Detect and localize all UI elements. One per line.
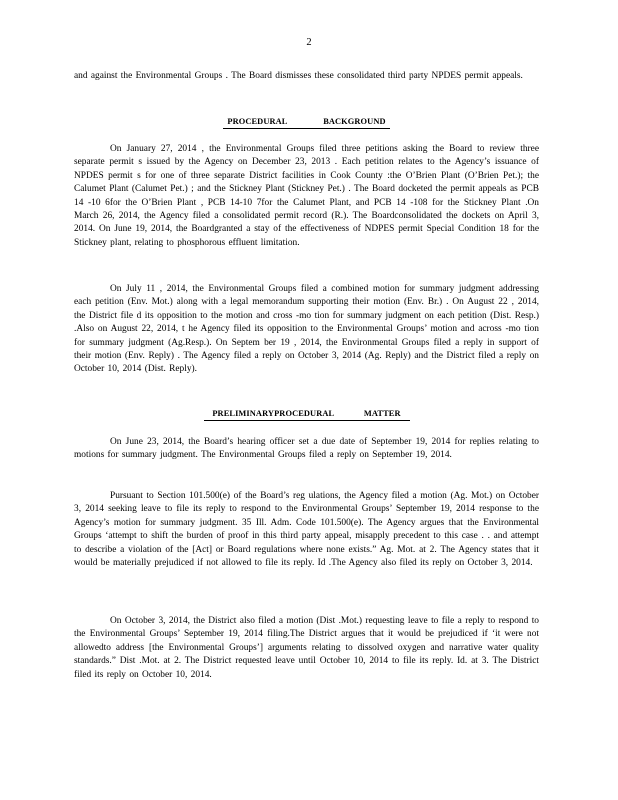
- paragraph-motions: [74, 283, 539, 377]
- paragraph-dismissal: [74, 70, 539, 83]
- paragraph-petitions: [74, 143, 539, 250]
- paragraph-text: On October 3, 2014, the District also filed a motion (Dist .Mot.) requesting leave to file a reply to respond to the Environmental Groups’ September 19, 2014 filing.The District argues that it would be prejudiced if ‘it were not allowedto address [the Environmental Groups’] arguments relating to dissolved oxygen and narrative water quality standards.” Dist .Mot. at 2. The District requested leave until October 10, 2014 to file its reply. Id. at 3. The District filed its reply on October 10, 2014.: [74, 616, 539, 680]
- paragraph-text: Pursuant to Section 101.500(e) of the Board’s reg ulations, the Agency filed a motion (Ag. Mot.) on October 3, 2014 seeking leave to file its reply to respond to the Environmental Groups’ September 19, 2014 response to the Agency’s motion for summary judgment. 35 Ill. Adm. Code 101.500(e). The Agency argues that the Environmental Groups ‘attempt to shift the burden of proof in this third party appeal, misapply precedent to this case . . and attempt to describe a violation of the [Act] or Board regulations where none exists.” Ag. Mot. at 2. The Agency states that it would be materially prejudiced if not allowed to file its reply. Id .The Agency also filed its reply on October 3, 2014.: [74, 491, 539, 569]
- heading-text: PRELIMINARYPROCEDURAL MATTER: [204, 407, 410, 421]
- heading-text: PROCEDURAL BACKGROUND: [223, 115, 389, 129]
- paragraph-district-motion: [74, 615, 539, 682]
- page-number: 2: [306, 37, 312, 48]
- paragraph-text: On June 23, 2014, the Board’s hearing officer set a due date of September 19, 2014 for replies relating to motions for summary judgment. The Environmental Groups filed a reply on September 19, 2014.: [74, 437, 539, 461]
- paragraph-text: On July 11 , 2014, the Environmental Groups filed a combined motion for summary judgment addressing each petition (Env. Mot.) along with a legal memorandum supporting their motion (Env. Br.) . On August 22 , 2014, the District file d its opposition to the motion and cross -mo tion for summary judgment on each petition (Dist. Resp.) .Also on August 22, 2014, t he Agency filed its opposition to the Environmental Groups’ motion and across -mo tion for summary judgment (Ag.Resp.). On Septem ber 19 , 2014, the Environmental Groups filed a reply in support of their motion (Env. Reply) . The Agency filed a reply on October 3, 2014 (Ag. Reply) and the District filed a reply on October 10, 2014 (Dist. Reply).: [74, 284, 539, 375]
- paragraph-text: On January 27, 2014 , the Environmental Groups filed three petitions asking the Board to review three separate permit s issued by the Agency on December 23, 2013 . Each petition relates to the Agency’s issuance of NPDES permit s for one of three separate District facilities in Cook County :the O’Brien Plant (O’Brien Pet.); the Calumet Plant (Calumet Pet.) ; and the Stickney Plant (Stickney Pet.) . The Board docketed the permit appeals as PCB 14 -10 6for the O’Brien Plant , PCB 14-10 7for the Calumet Plant, and PCB 14 -108 for the Stickney Plant .On March 26, 2014, the Agency filed a consolidated permit record (R.). The Boardconsolidated the dockets on April 3, 2014. On June 19, 2014, the Boardgranted a stay of the effectiveness of NDPES permit Special Condition 18 for the Stickney plant, relating to phosphorous effluent limitation.: [74, 144, 539, 248]
- paragraph-agency-motion: [74, 490, 539, 570]
- paragraph-hearing-officer: [74, 436, 539, 463]
- paragraph-text: and against the Environmental Groups . The Board dismisses these consolidated third party NPDES permit appeals.: [74, 71, 523, 81]
- heading-procedural-background: [74, 115, 539, 129]
- heading-preliminary-procedural-matter: [74, 407, 539, 421]
